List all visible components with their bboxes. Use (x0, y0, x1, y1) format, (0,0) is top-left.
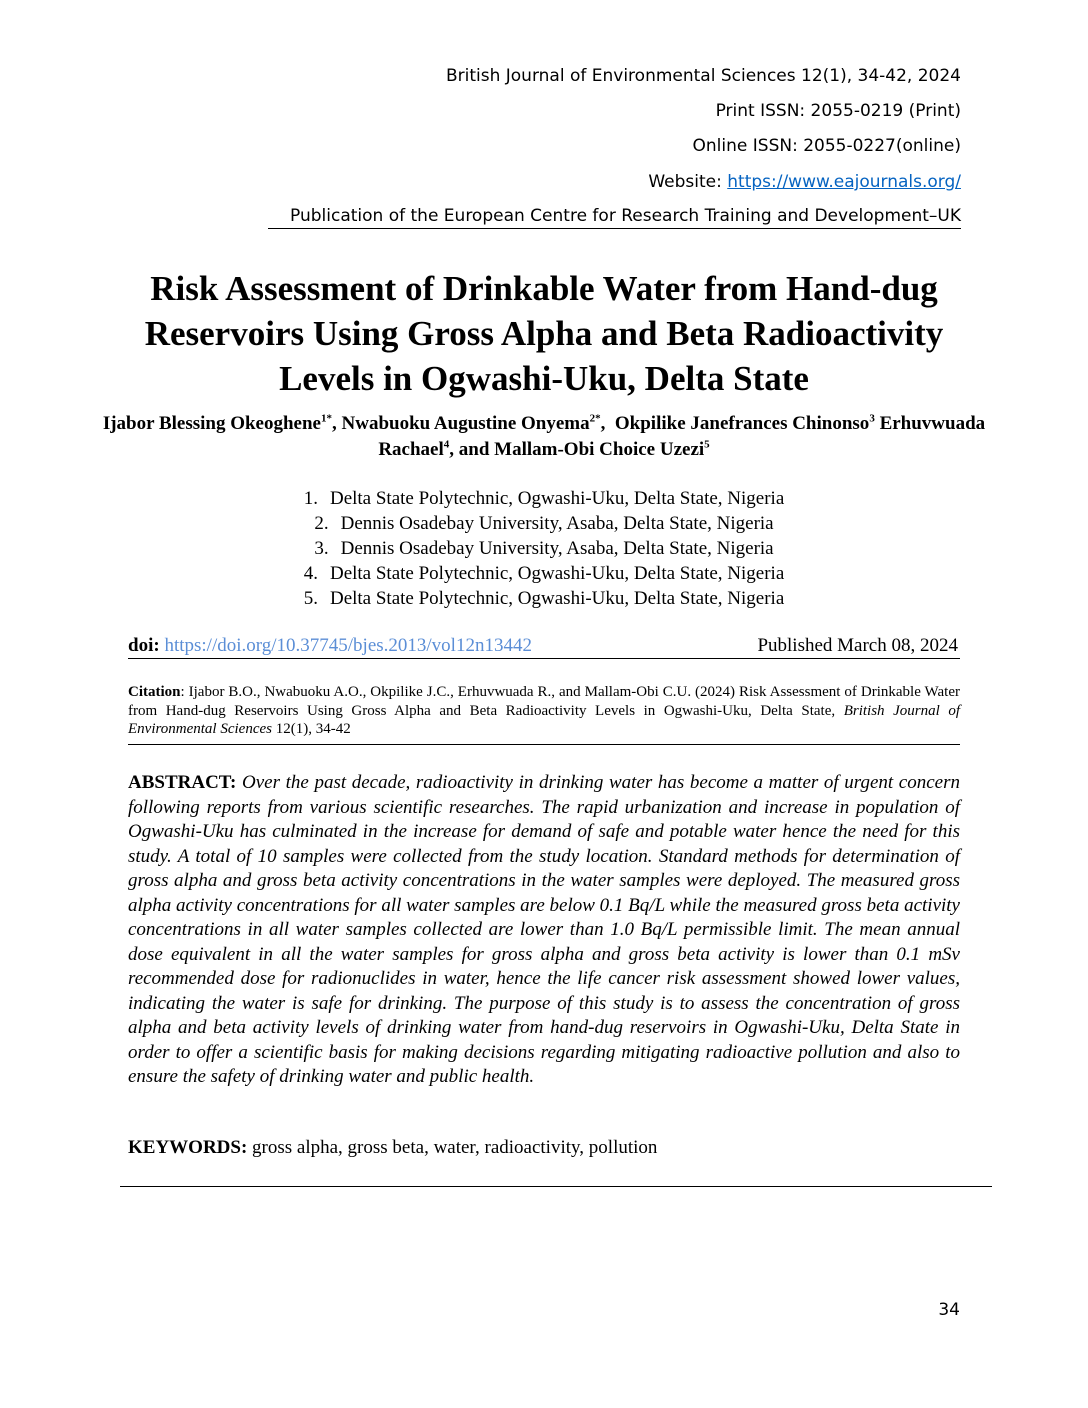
affiliation-list (0, 486, 1088, 611)
page-number: 34 (938, 1300, 960, 1320)
abstract-label: ABSTRACT: (128, 772, 237, 793)
author-separator: , (332, 413, 342, 434)
affiliation-item (0, 586, 1088, 611)
website-line (648, 172, 961, 192)
author-affiliation-marker: 2* (589, 412, 601, 425)
affiliation-item (0, 536, 1088, 561)
affiliation-text: Dennis Osadebay University, Asaba, Delta State, Nigeria (340, 513, 774, 534)
citation-divider (128, 744, 960, 745)
author-name: Ijabor Blessing Okeoghene (102, 413, 321, 434)
keywords (128, 1137, 960, 1159)
abstract (128, 771, 960, 1090)
online-issn: Online ISSN: 2055-0227(online) (692, 136, 961, 156)
affiliation-number: 3. (314, 538, 329, 559)
published-date: Published March 08, 2024 (757, 635, 958, 656)
author-name: Erhuvwuada Rachael (378, 413, 986, 460)
keywords-label: KEYWORDS: (128, 1137, 248, 1158)
doi-divider (128, 658, 960, 659)
author-affiliation-marker: 1* (321, 412, 332, 425)
affiliation-number: 5. (303, 588, 318, 609)
affiliation-text: Delta State Polytechnic, Ogwashi-Uku, Delta State, Nigeria (329, 588, 785, 609)
citation-text: : Ijabor B.O., Nwabuoku A.O., Okpilike J.C., Erhuvwuada R., and Mallam-Obi C.U. (2024) Risk Assessment of Drinkable Water from Hand-dug Reservoirs Using Gross Alpha and Beta Radioactivity Levels in Ogwashi-Uku, Delta State, (128, 684, 960, 719)
website-link[interactable]: https://www.eajournals.org/ (727, 172, 961, 192)
print-issn: Print ISSN: 2055-0219 (Print) (715, 101, 961, 121)
citation-journal: British Journal of Environmental Sciences (128, 702, 960, 737)
website-label: Website: (648, 172, 728, 192)
citation-label: Citation (128, 684, 181, 700)
citation-issue: 12(1), 34-42 (271, 721, 351, 737)
affiliation-number: 2. (314, 513, 329, 534)
affiliation-text: Delta State Polytechnic, Ogwashi-Uku, Delta State, Nigeria (329, 488, 785, 509)
header-divider (268, 228, 961, 229)
affiliation-number: 4. (303, 563, 318, 584)
affiliation-item (0, 561, 1088, 586)
paper-title: Risk Assessment of Drinkable Water from Hand-dug Reservoirs Using Gross Alpha and Beta Radioactivity Levels in Ogwashi-Uku, Delta State (144, 269, 944, 398)
affiliation-text: Delta State Polytechnic, Ogwashi-Uku, Delta State, Nigeria (329, 563, 785, 584)
journal-citation-line: British Journal of Environmental Sciences 12(1), 34-42, 2024 (445, 66, 961, 86)
author-affiliation-marker: 3 (869, 412, 875, 425)
doi-line (128, 635, 958, 659)
citation-block (128, 683, 960, 739)
author-separator: , (600, 413, 611, 434)
keywords-text: gross alpha, gross beta, water, radioactivity, pollution (247, 1137, 658, 1158)
author-name: Okpilike Janefrances Chinonso (614, 413, 870, 434)
doi-link[interactable]: https://doi.org/10.37745/bjes.2013/vol12n13442 (164, 635, 532, 656)
publisher-line: Publication of the European Centre for Research Training and Development–UK (290, 206, 961, 226)
affiliation-text: Dennis Osadebay University, Asaba, Delta State, Nigeria (340, 538, 774, 559)
author-list (100, 411, 988, 463)
abstract-text: Over the past decade, radioactivity in drinking water has become a matter of urgent concern following reports from various scientific researches. The rapid urbanization and increase in population of Ogwashi-Uku has culminated in the increase for demand of safe and potable water hence the need for this study. A total of 10 samples were collected from the study location. Standard methods for determination of gross alpha and gross beta activity concentrations in the water samples were deployed. The measured gross alpha activity concentrations for all water samples are below 0.1 Bq/L while the measured gross beta activity concentrations in all water samples collected are lower than 1.0 Bq/L permissible limit. The mean annual dose equivalent in all the water samples for gross alpha and gross beta activity is lower than 0.1 mSv recommended dose for radionuclides in water, hence the life cancer risk assessment showed lower values, indicating the water is safe for drinking. The purpose of this study is to assess the concentration of gross alpha and beta activity levels of drinking water from hand-dug reservoirs in Ogwashi-Uku, Delta State in order to offer a scientific basis for making decisions regarding mitigating radioactive pollution and also to ensure the safety of drinking water and public health. (128, 772, 961, 1087)
author-name: Nwabuoku Augustine Onyema (341, 413, 590, 434)
affiliation-item (0, 486, 1088, 511)
affiliation-item (0, 511, 1088, 536)
author-affiliation-marker: 4 (443, 438, 450, 451)
author-separator: , and (449, 439, 495, 460)
affiliation-number: 1. (303, 488, 318, 509)
author-name: Mallam-Obi Choice Uzezi (494, 439, 705, 460)
author-affiliation-marker: 5 (704, 438, 710, 451)
section-divider (120, 1186, 992, 1187)
doi-label: doi: (128, 635, 160, 656)
